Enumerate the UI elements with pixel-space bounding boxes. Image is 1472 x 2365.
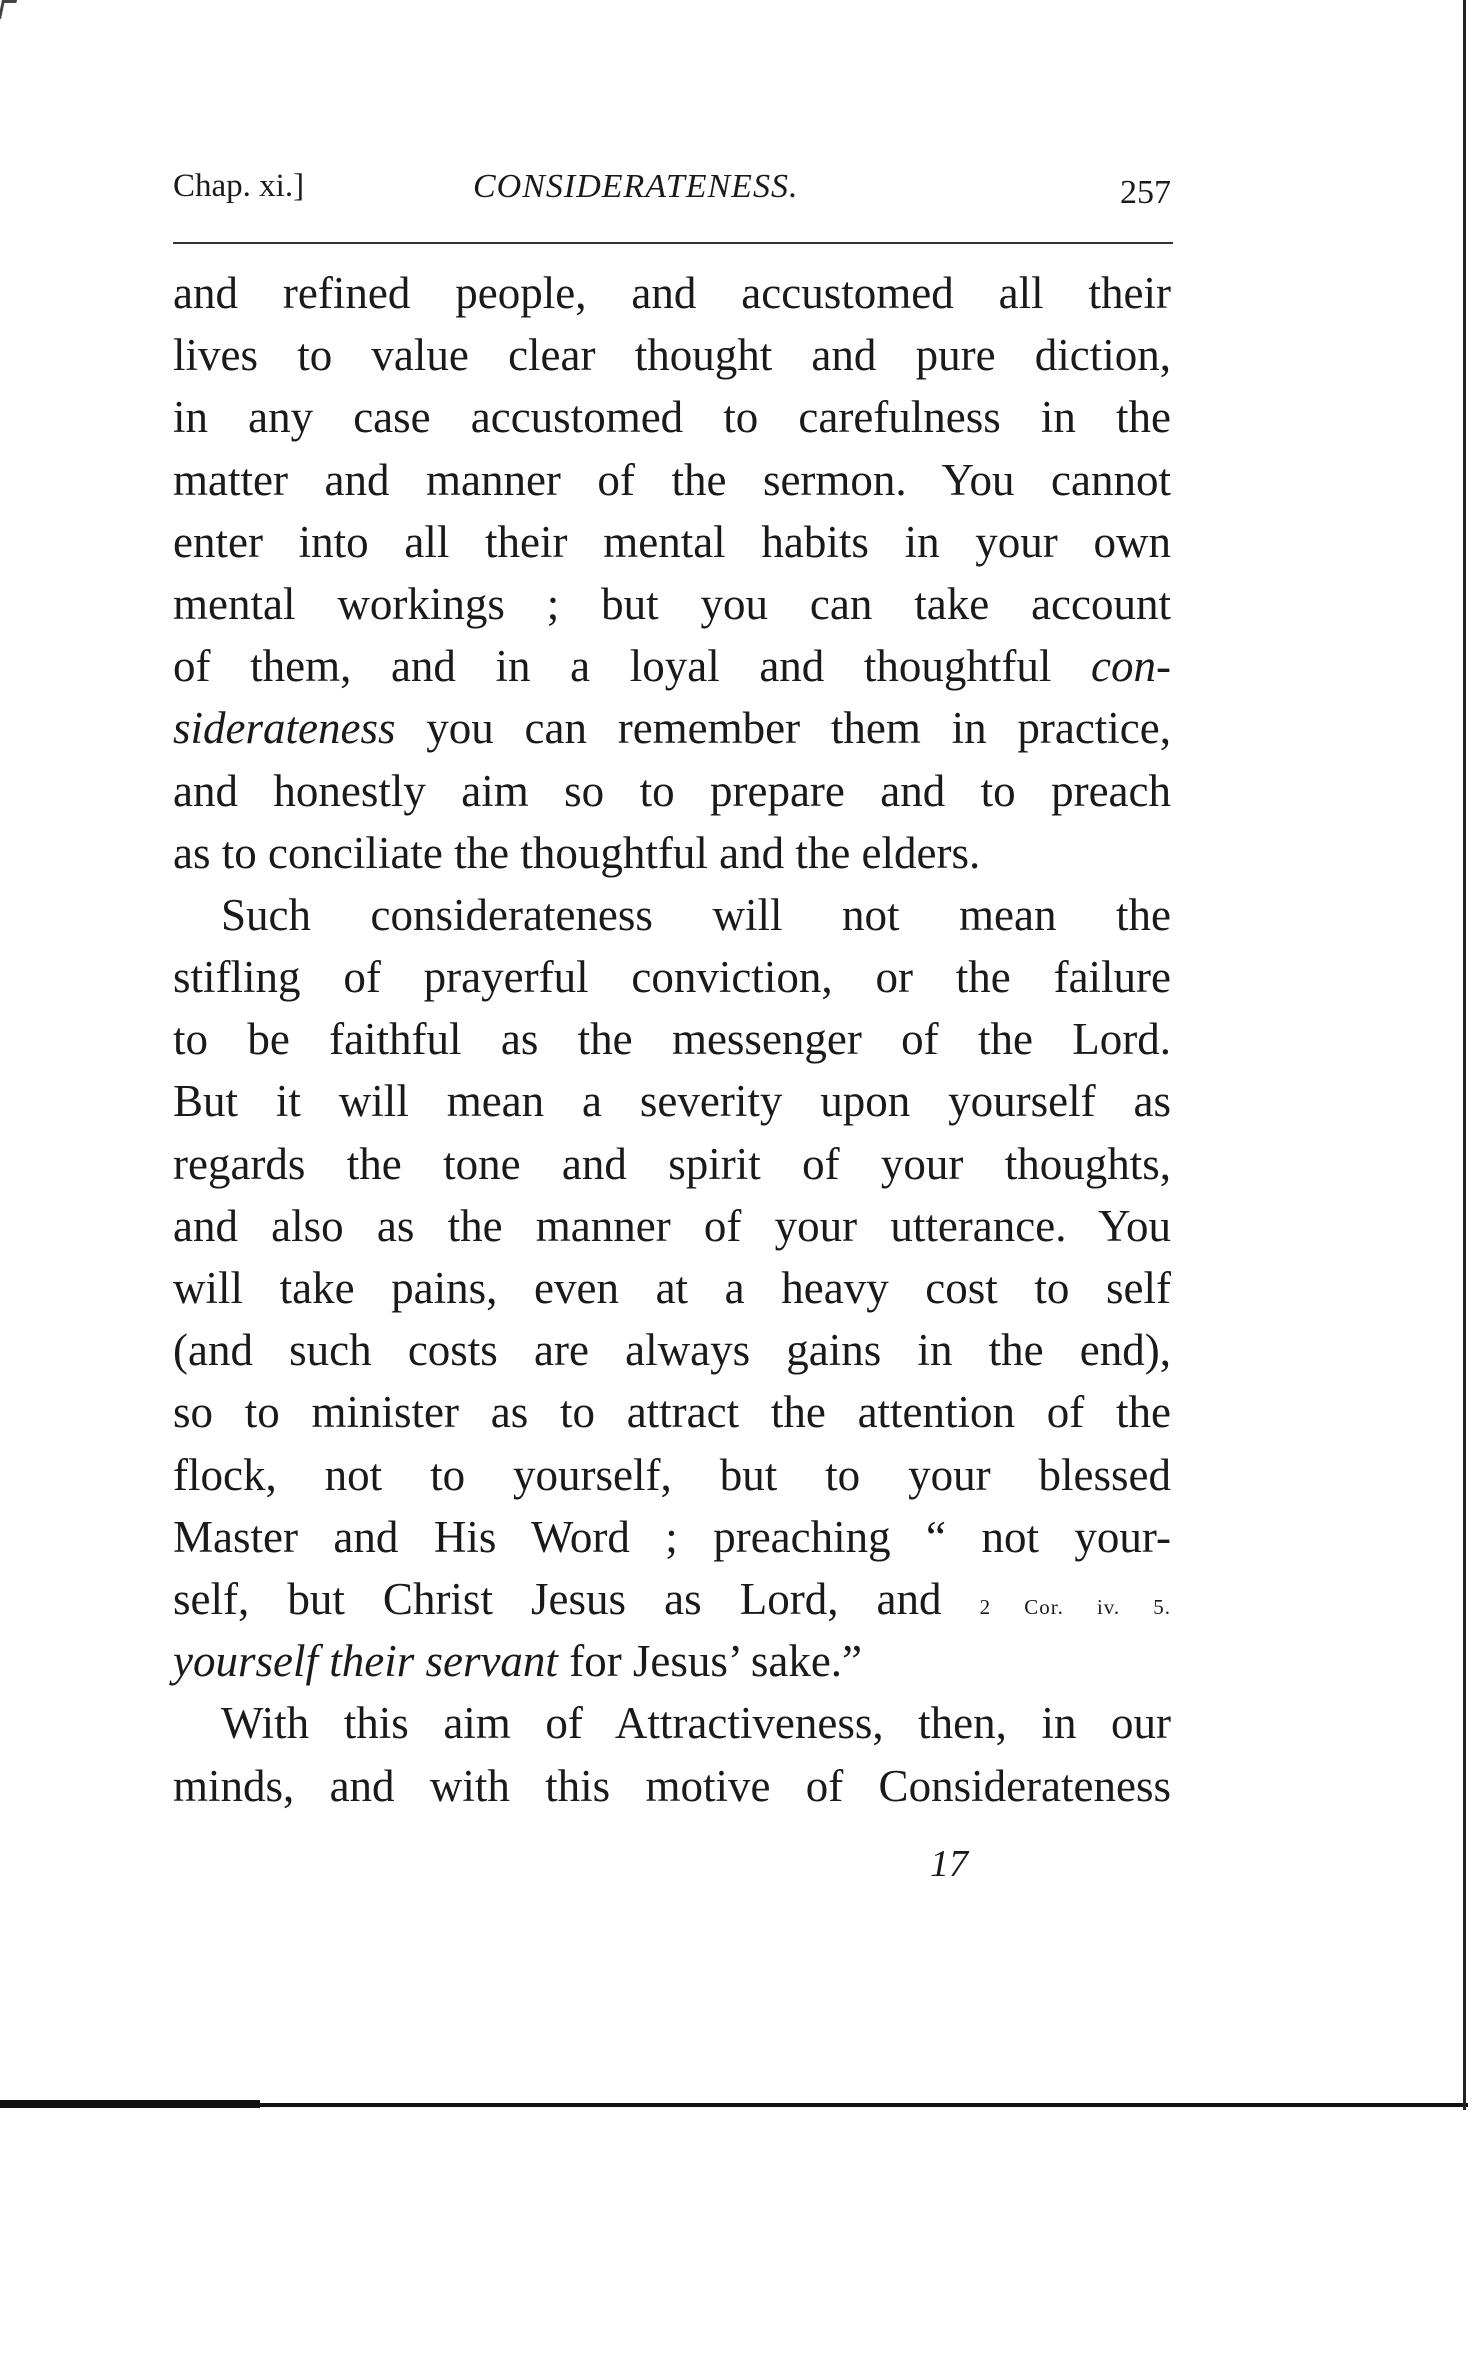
signature-mark: 17	[930, 1843, 968, 1885]
text-line	[173, 635, 1171, 697]
text-line: With this aim of Attractiveness, then, in our	[221, 1698, 1171, 1749]
text-line: minds, and with this motive of Considerateness	[173, 1760, 1171, 1811]
page-number: 257	[1120, 174, 1171, 211]
text-line: to be faithful as the messenger of the Lord.	[173, 1014, 1171, 1065]
text-line: mental workings ; but you can take account	[173, 578, 1171, 629]
page-bottom-edge	[0, 2103, 1468, 2107]
text-line: and also as the manner of your utterance. You	[173, 1200, 1171, 1251]
text-line: matter and manner of the sermon. You cannot	[173, 454, 1171, 505]
text-line: Such considerateness will not mean the	[221, 889, 1171, 940]
text-segment: self, but Christ Jesus as Lord, and	[173, 1573, 942, 1624]
text-line: lives to value clear thought and pure diction,	[173, 330, 1171, 381]
text-line	[173, 697, 1171, 759]
text-line: as to conciliate the thoughtful and the elders.	[173, 827, 981, 878]
text-line: and honestly aim so to prepare and to preach	[173, 765, 1171, 816]
text-line: Master and His Word ; preaching “ not your-	[173, 1511, 1171, 1562]
italic-segment: yourself their servant	[173, 1636, 558, 1687]
scripture-reference: 2 Cor. iv. 5.	[979, 1594, 1172, 1619]
text-line	[173, 1568, 1171, 1630]
text-line	[173, 1630, 1171, 1692]
text-line: and refined people, and accustomed all their	[173, 268, 1171, 318]
italic-segment: siderateness	[173, 703, 396, 754]
text-line: so to minister as to attract the attention of the	[173, 1387, 1171, 1438]
text-segment: you can remember them in practice,	[426, 703, 1171, 754]
text-segment: for Jesus’ sake.”	[569, 1636, 863, 1687]
text-line: But it will mean a severity upon yourself as	[173, 1076, 1171, 1127]
text-line: in any case accustomed to carefulness in the	[173, 392, 1171, 443]
text-line: regards the tone and spirit of your thoughts,	[173, 1138, 1171, 1189]
text-line: flock, not to yourself, but to your blessed	[173, 1449, 1171, 1500]
text-line: enter into all their mental habits in your own	[173, 516, 1171, 567]
chapter-label: Chap. xi.]	[173, 168, 305, 204]
body-text	[173, 262, 1171, 1817]
text-line: stifling of prayerful conviction, or the failure	[173, 952, 1171, 1003]
italic-segment: con-	[1091, 641, 1172, 692]
page-right-edge	[1463, 0, 1466, 2110]
running-header	[173, 168, 1171, 218]
text-segment: of them, and in a loyal and thoughtful	[173, 641, 1052, 692]
header-rule	[173, 242, 1173, 244]
text-line: (and such costs are always gains in the end),	[173, 1325, 1171, 1376]
text-line: will take pains, even at a heavy cost to self	[173, 1263, 1171, 1313]
running-title: CONSIDERATENESS.	[473, 168, 799, 205]
scan-corner-mark	[0, 0, 17, 19]
